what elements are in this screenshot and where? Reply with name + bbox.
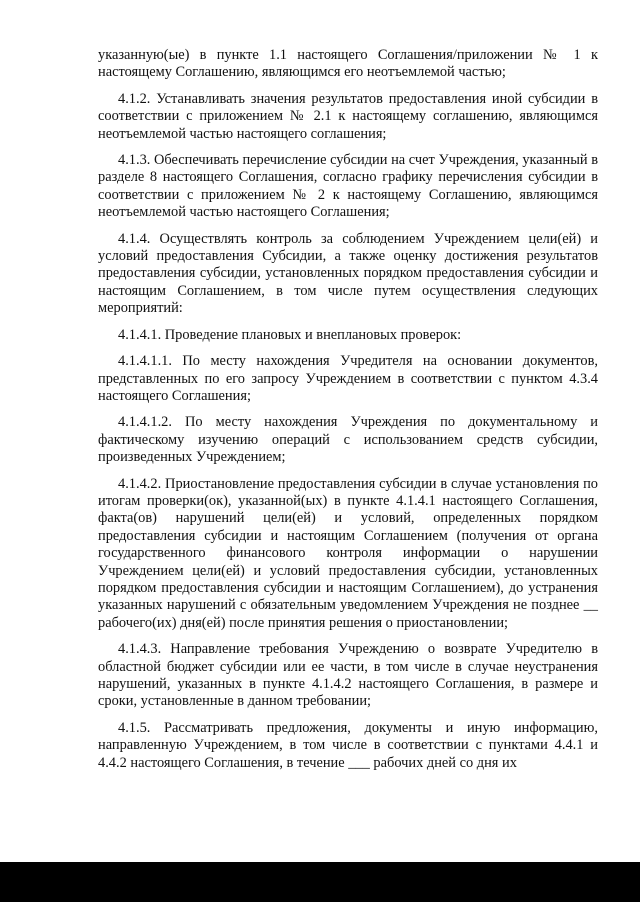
paragraph-4-1-5: 4.1.5. Рассматривать предложения, документы и иную информацию, направленную Учреждением, в том числе в соответствии с пунктами 4.4.1 и 4.4.2 настоящего Соглашения, в течение ___ рабочих дней со дня их	[98, 719, 598, 771]
paragraph-4-1-4: 4.1.4. Осуществлять контроль за соблюдением Учреждением цели(ей) и условий предоставления Субсидии, а также оценку достижения результатов предоставления субсидии, установленных порядком предоставления субсидии и настоящим Соглашением, в том числе путем осуществления следующих мероприятий:	[98, 230, 598, 317]
paragraph-4-1-2: 4.1.2. Устанавливать значения результатов предоставления иной субсидии в соответствии с приложением № 2.1 к настоящему соглашению, являющимся неотъемлемой частью настоящего соглашения;	[98, 90, 598, 142]
paragraph-4-1-3: 4.1.3. Обеспечивать перечисление субсидии на счет Учреждения, указанный в разделе 8 настоящего Соглашения, согласно графику перечисления субсидии в соответствии с приложением № 2 к настоящему Соглашению, являющимся неотъемлемой частью настоящего Соглашения;	[98, 152, 598, 221]
paragraph-4-1-4-1-2: 4.1.4.1.2. По месту нахождения Учреждения по документальному и фактическому изучению операций с использованием средств субсидии, произведенных Учреждением;	[98, 414, 598, 466]
paragraph-4-1-4-1-1: 4.1.4.1.1. По месту нахождения Учредителя на основании документов, представленных по его запросу Учреждением в соответствии с пунктом 4.3.4 настоящего Соглашения;	[98, 353, 598, 404]
paragraph-4-1-4-1: 4.1.4.1. Проведение плановых и внеплановых проверок:	[118, 326, 462, 343]
document-body	[98, 47, 598, 781]
paragraph-4-1-4-2: 4.1.4.2. Приостановление предоставления субсидии в случае установления по итогам проверки(ок), указанной(ых) в пункте 4.1.4.1 настоящего Соглашения, факта(ов) нарушений цели(ей) и условий, определенных порядком предоставления субсидии и настоящим Соглашением (получения от органа государственного финансового контроля информации о нарушении Учреждением цели(ей) и условий предоставления субсидии, установленных порядком предоставления субсидии и настоящим Соглашением), до устранения указанных нарушений с обязательным уведомлением Учреждения не позднее __ рабочего(их) дня(ей) после принятия решения о приостановлении;	[98, 475, 598, 631]
scan-bottom-border	[0, 862, 640, 902]
paragraph-4-1-4-3: 4.1.4.3. Направление требования Учреждению о возврате Учредителю в областной бюджет субсидии или ее части, в том числе в случае неустранения нарушений, указанных в пункте 4.1.4.2 настоящего Соглашения, в размере и сроки, установленные в данном требовании;	[98, 641, 598, 710]
paragraph-continuation: указанную(ые) в пункте 1.1 настоящего Соглашения/приложении № 1 к настоящему Соглашению, являющимся его неотъемлемой частью;	[98, 47, 598, 81]
